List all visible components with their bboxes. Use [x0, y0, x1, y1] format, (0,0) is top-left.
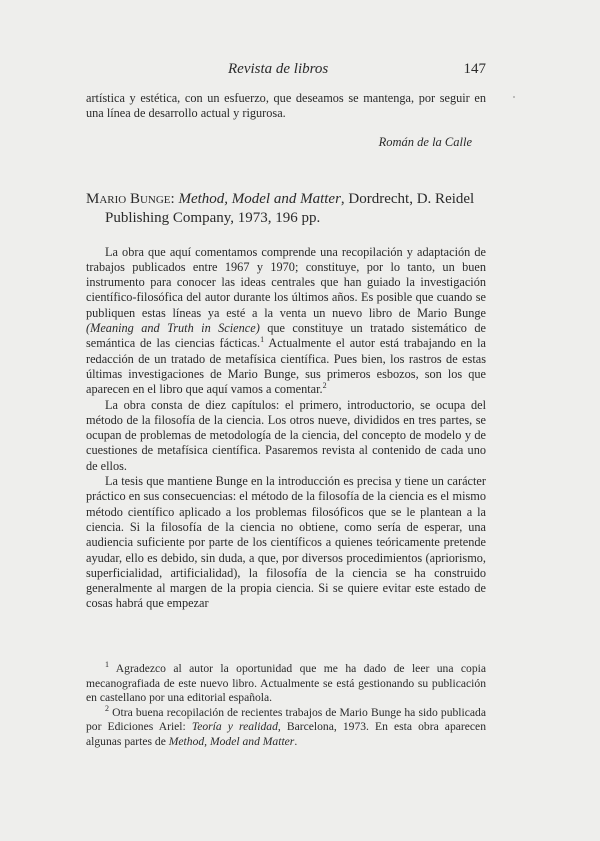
review-paragraph-3: La tesis que mantiene Bunge en la introducción es precisa y tiene un carácter práctico en sus consecuencias: el método de la filosofía de la ciencia es el mismo método científico aplicado a los problemas filosóficos que se le plantean a la ciencia. Si la filosofía de la ciencia no obtiene, como sería de esperar, una audiencia suficiente por parte de los científicos a quienes teóricamente pretende ayudar, ello es debido, sin duda, a que, por diversos procedimientos (apriorismo, superficialidad, artificialidad), la filosofía de la ciencia se ha construido generalmente al margen de la propia ciencia. Si se quiere evitar este estado de cosas habrá que empezar — [86, 474, 486, 611]
footnote-text: Otra buena recopilación de recientes trabajos de Mario Bunge ha sido publicada por Ediciones Ariel: — [86, 705, 486, 734]
footnotes — [86, 662, 486, 750]
paragraph-text: Actualmente el autor está trabajando en la redacción de un tratado de metafísica científica. Pues bien, los rastros de estas últimas investigaciones de Mario Bunge, sus primeros esbozos, son los que aparecen en el libro que aquí vamos a comentar. — [86, 336, 486, 397]
page-number: 147 — [463, 61, 486, 77]
running-title: Revista de libros — [228, 61, 329, 77]
footnote-number: 1 — [105, 660, 109, 669]
citation-publication: , Dordrecht, D. Reidel Publishing Company, 1973, 196 pp. — [105, 190, 475, 226]
paragraph-text: que constituye un tratado sistemático de semántica de las ciencias fácticas. — [86, 321, 486, 351]
footnote-book-title: Teoría y realidad — [191, 720, 278, 734]
footnote-text: , Barcelona, 1973. En esta obra aparecen algunas partes de — [86, 720, 486, 748]
reviewer-signature: Román de la Calle — [378, 134, 472, 149]
article-body — [86, 91, 486, 612]
book-title-italic: (Meaning and Truth in Science) — [86, 321, 260, 336]
citation-separator: : — [170, 190, 179, 207]
footnote-text: Agradezco al autor la oportunidad que me ha dado de leer una copia mecanografiada de este nuevo libro. Actualmente se está gestionando su publicación en castellano por una editorial española. — [86, 662, 486, 705]
citation-author: Mario Bunge — [86, 190, 171, 207]
book-citation — [86, 190, 486, 228]
footnote-2 — [86, 703, 486, 750]
review-paragraph-1 — [86, 245, 486, 398]
paragraph-text: La obra que aquí comentamos comprende una recopilación y adaptación de trabajos publicados entre 1967 y 1970; constituye, por lo tanto, un buen instrumento para conocer las ideas centrales que han guiado la investigación científico-filosófica del autor durante los últimos años. Es posible que cuando se publiquen estas líneas ya esté a la venta un nuevo libro de Mario Bunge — [86, 244, 486, 320]
previous-review-ending: artística y estética, con un esfuerzo, que deseamos se mantenga, por seguir en una línea de desarrollo actual y rigurosa. — [86, 91, 486, 121]
footnote-ref-1: 1 — [260, 335, 265, 345]
footnote-ref-2: 2 — [322, 381, 327, 391]
footnote-1 — [86, 662, 486, 706]
review-paragraph-2: La obra consta de diez capítulos: el primero, introductorio, se ocupa del método de la filosofía de la ciencia. Los otros nueve, divididos en tres partes, se ocupan de problemas de metodología de la ciencia, del concepto de modelo y de cuestiones de metafísica científica. Pasaremos revista al contenido de cada uno de ellos. — [86, 397, 486, 473]
paper-speck — [513, 96, 515, 98]
citation-title: Method, Model and Matter — [178, 190, 341, 207]
footnote-text: . — [294, 734, 298, 748]
footnote-number: 2 — [105, 703, 109, 713]
page-header — [86, 61, 486, 81]
footnote-book-title: Method, Model and Matter — [168, 734, 295, 748]
